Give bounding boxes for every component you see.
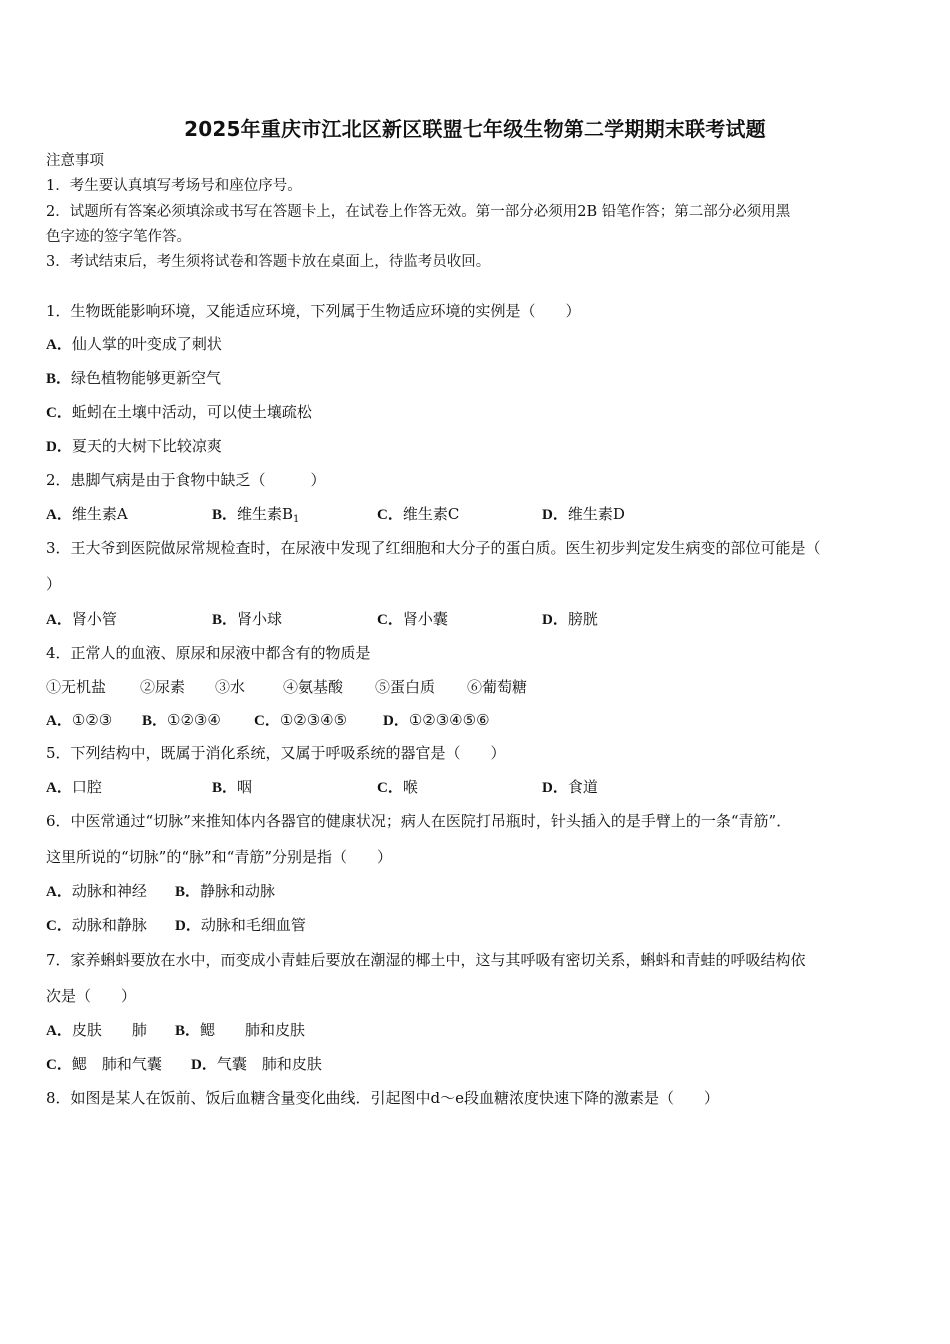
option-label: D． <box>542 612 568 628</box>
question-3-option-b <box>212 609 282 630</box>
option-text: ①②③④⑤⑥ <box>408 711 490 729</box>
option-label: D． <box>542 507 568 523</box>
option-text: 气囊 肺和皮肤 <box>216 1055 322 1073</box>
option-text: 肾小管 <box>71 610 117 628</box>
option-subscript: 1 <box>293 514 300 525</box>
option-text: 膀胱 <box>567 610 598 628</box>
question-1-stem: 1．生物既能影响环境，又能适应环境，下列属于生物适应环境的实例是（ ） <box>46 302 581 320</box>
question-3-stem-continued: ） <box>46 575 62 593</box>
option-text: 皮肤 肺 <box>71 1021 147 1039</box>
option-label: A． <box>46 507 72 523</box>
option-label: A． <box>46 713 72 729</box>
option-text: 动脉和神经 <box>71 882 147 900</box>
option-text: 维生素B <box>237 505 294 523</box>
option-label: D． <box>383 713 409 729</box>
option-text: 维生素A <box>71 505 128 523</box>
question-5-option-d <box>542 777 598 798</box>
option-label: C． <box>46 405 72 421</box>
option-text: 动脉和毛细血管 <box>200 916 306 934</box>
notice-item: 3．考试结束后，考生须将试卷和答题卡放在桌面上，待监考员收回。 <box>46 254 491 270</box>
question-6-option-d <box>175 915 306 936</box>
option-text: ①②③④⑤ <box>279 711 348 729</box>
option-text: 蚯蚓在土壤中活动，可以使土壤疏松 <box>71 403 312 421</box>
question-2-option-c <box>377 504 459 525</box>
question-4-option-b <box>142 710 221 731</box>
option-label: A． <box>46 612 72 628</box>
question-3-stem: 3．王大爷到医院做尿常规检查时，在尿液中发现了红细胞和大分子的蛋白质。医生初步判定发生病变的部位可能是（ <box>46 539 821 557</box>
question-7-option-a <box>46 1020 147 1041</box>
option-label: D． <box>191 1057 217 1073</box>
option-text: 动脉和静脉 <box>71 916 147 934</box>
notice-heading: 注意事项 <box>46 153 104 169</box>
option-label: B． <box>46 371 72 387</box>
option-label: D． <box>542 780 568 796</box>
question-8-stem: 8．如图是某人在饭前、饭后血糖含量变化曲线．引起图中d～e段血糖浓度快速下降的激素是（ ） <box>46 1089 720 1107</box>
question-7-option-c <box>46 1054 162 1075</box>
option-text: 维生素C <box>402 505 460 523</box>
question-2-option-b <box>212 504 299 530</box>
question-5-option-b <box>212 777 252 798</box>
option-label: C． <box>377 507 403 523</box>
question-3-option-d <box>542 609 598 630</box>
question-1-option-b <box>46 368 221 389</box>
option-text: 口腔 <box>71 778 102 796</box>
question-7-option-d <box>191 1054 322 1075</box>
question-3-option-c <box>377 609 448 630</box>
question-4-option-c <box>254 710 347 731</box>
notice-item: 1．考生要认真填写考场号和座位序号。 <box>46 178 302 194</box>
option-text: 夏天的大树下比较凉爽 <box>71 437 222 455</box>
option-label: C． <box>254 713 280 729</box>
notice-item: 色字迹的签字笔作答。 <box>46 229 191 245</box>
option-label: B． <box>212 507 238 523</box>
question-2-stem: 2．患脚气病是由于食物中缺乏（ ） <box>46 471 326 489</box>
question-7-stem: 7．家养蝌蚪要放在水中，而变成小青蛙后要放在潮湿的椰土中，这与其呼吸有密切关系，蝌蚪和青蛙的呼吸结构依 <box>46 951 806 969</box>
question-5-stem: 5．下列结构中，既属于消化系统，又属于呼吸系统的器官是（ ） <box>46 744 506 762</box>
option-label: B． <box>142 713 168 729</box>
option-text: 肾小球 <box>237 610 283 628</box>
question-2-option-d <box>542 504 625 525</box>
option-label: B． <box>212 780 238 796</box>
option-label: B． <box>175 1023 201 1039</box>
question-6-option-c <box>46 915 147 936</box>
question-4-item: ②尿素 <box>140 678 186 696</box>
question-1-option-a <box>46 334 222 355</box>
option-label: C． <box>377 612 403 628</box>
question-7-option-b <box>175 1020 305 1041</box>
option-text: 喉 <box>402 778 418 796</box>
question-6-option-b <box>175 881 275 902</box>
question-4-item: ④氨基酸 <box>283 678 344 696</box>
option-text: 鳃 肺和气囊 <box>71 1055 162 1073</box>
question-4-item: ⑤蛋白质 <box>375 678 436 696</box>
question-1-option-c <box>46 402 312 423</box>
option-text: 肾小囊 <box>402 610 448 628</box>
question-4-item: ⑥葡萄糖 <box>467 678 528 696</box>
question-1-option-d <box>46 436 222 457</box>
option-label: A． <box>46 337 72 353</box>
option-text: ①②③ <box>71 711 113 729</box>
option-text: 鳃 肺和皮肤 <box>200 1021 306 1039</box>
option-text: ①②③④ <box>167 711 221 729</box>
option-text: 静脉和动脉 <box>200 882 276 900</box>
question-6-option-a <box>46 881 147 902</box>
option-label: C． <box>46 1057 72 1073</box>
question-3-option-a <box>46 609 117 630</box>
option-label: C． <box>46 918 72 934</box>
option-text: 维生素D <box>567 505 625 523</box>
question-6-stem: 6．中医常通过“切脉”来推知体内各器官的健康状况；病人在医院打吊瓶时，针头插入的是手臂上的一条“青筋”． <box>46 812 792 830</box>
option-label: C． <box>377 780 403 796</box>
notice-item: 2．试题所有答案必须填涂或书写在答题卡上，在试卷上作答无效。第一部分必须用2B 铅笔作答；第二部分必须用黑 <box>46 204 791 220</box>
question-2-option-a <box>46 504 128 525</box>
question-4-option-a <box>46 710 112 731</box>
option-label: B． <box>212 612 238 628</box>
option-label: D． <box>175 918 201 934</box>
question-7-stem-continued: 次是（ ） <box>46 987 137 1005</box>
option-label: D． <box>46 439 72 455</box>
question-5-option-a <box>46 777 102 798</box>
option-label: A． <box>46 1023 72 1039</box>
option-text: 仙人掌的叶变成了刺状 <box>71 335 222 353</box>
question-4-option-d <box>383 710 490 731</box>
option-text: 咽 <box>237 778 253 796</box>
option-label: A． <box>46 780 72 796</box>
exam-title: 2025年重庆市江北区新区联盟七年级生物第二学期期末联考试题 <box>184 117 766 141</box>
option-text: 绿色植物能够更新空气 <box>71 369 222 387</box>
question-6-stem-continued: 这里所说的“切脉”的“脉”和“青筋”分别是指（ ） <box>46 848 393 866</box>
question-4-item: ③水 <box>215 678 246 696</box>
option-text: 食道 <box>567 778 598 796</box>
option-label: B． <box>175 884 201 900</box>
option-label: A． <box>46 884 72 900</box>
question-5-option-c <box>377 777 418 798</box>
question-4-item: ①无机盐 <box>46 678 107 696</box>
question-4-stem: 4．正常人的血液、原尿和尿液中都含有的物质是 <box>46 644 371 662</box>
